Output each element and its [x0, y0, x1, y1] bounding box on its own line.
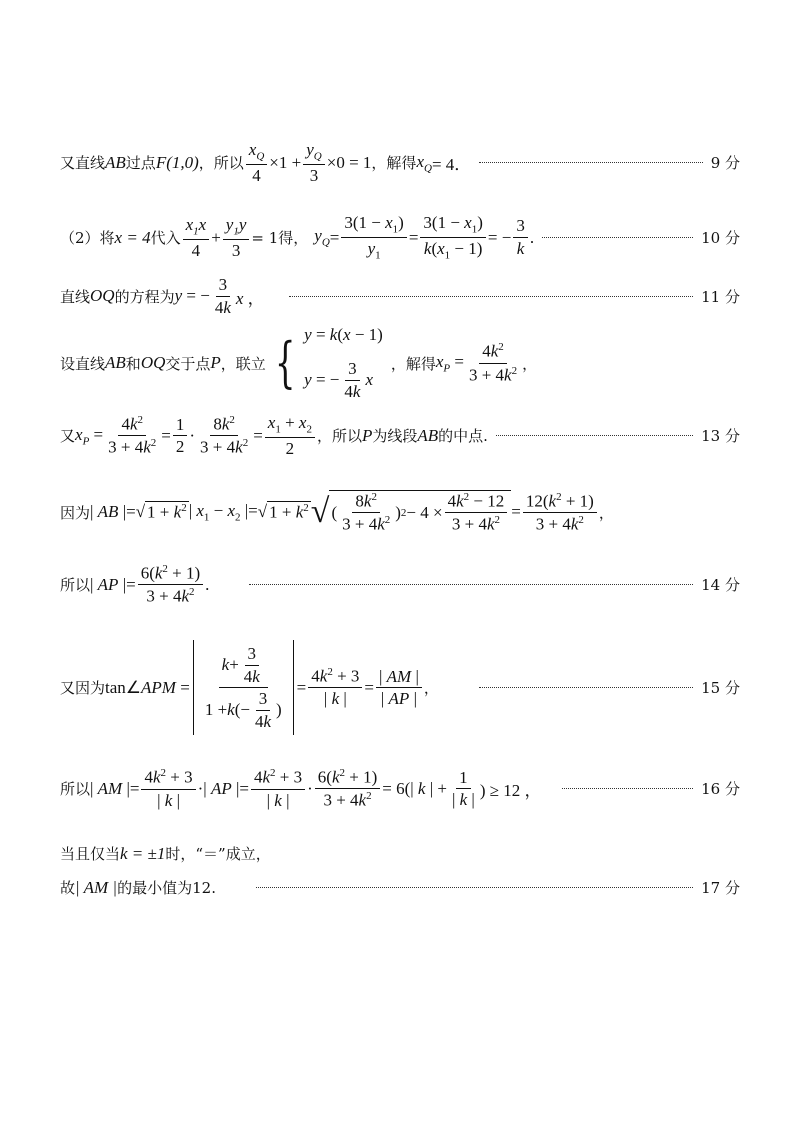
line-11 [60, 877, 740, 898]
text: 的最小值为12. [117, 879, 216, 897]
text: ， [423, 679, 439, 698]
math: | AB |= [90, 502, 136, 522]
fraction: $\frac{x_1x}{4}$ [183, 215, 210, 261]
fraction: $\frac{| AM |}{| AP |}$ [376, 667, 422, 709]
fraction: $\frac{x_Q}{4}$ [246, 140, 268, 186]
text: ，解得 [390, 354, 436, 373]
text: 所以 [60, 576, 91, 595]
math: . [205, 574, 210, 594]
line-8 [60, 640, 740, 735]
score: 16 分 [701, 780, 740, 799]
text: ， [522, 354, 538, 373]
fraction: $\frac{3(1 - x_1)}{k(x_1 - 1)}$ [420, 213, 485, 262]
fraction: $\frac{1}{| k |}$ [451, 767, 475, 810]
math: OQ [140, 353, 166, 373]
dotted-leader [562, 788, 694, 789]
math: tan∠APM = [105, 677, 190, 697]
math: x ， [235, 288, 265, 308]
fraction: $\frac{3(1 - x_1)}{y_1}$ [341, 213, 406, 262]
fraction: $\frac{6(k^2 + 1)}{3 + 4k^2}$ [138, 563, 203, 606]
text: = 1得， [251, 229, 309, 248]
fraction: $\frac{1}{2}$ [173, 415, 188, 457]
score: 15 分 [701, 679, 740, 698]
text: 的方程为 [114, 287, 175, 306]
score: 9 分 [710, 154, 740, 173]
fraction: $\frac{6(k^2 + 1)}{3 + 4k^2}$ [315, 767, 380, 810]
text: 当且仅当 [60, 845, 121, 863]
math: $x_P$ = [75, 424, 104, 447]
fraction: $\frac{4k^2 + 3}{| k |}$ [251, 767, 305, 810]
score: 14 分 [701, 576, 740, 595]
sqrt: √ $1 + k^2$ [135, 502, 187, 523]
math: $x_P$ = [435, 351, 464, 375]
math: = 4． [431, 155, 472, 175]
math: = [408, 227, 419, 247]
math: = [253, 425, 263, 445]
text: ，所以 [316, 427, 362, 446]
line-5 [60, 413, 740, 459]
math: P [210, 353, 221, 373]
math: ) ≥ 12 ， [479, 781, 542, 801]
brace: { [274, 331, 296, 395]
dotted-leader [249, 584, 693, 585]
text: 的中点. [438, 427, 488, 446]
fraction: $\frac{4k^2 + 3}{| k |}$ [308, 666, 362, 709]
dotted-leader [542, 237, 693, 238]
text: 过点 [125, 154, 156, 173]
math: ×1 + [269, 152, 302, 172]
text: ， [598, 503, 614, 522]
equation-system: y = k(x − 1) y = − $\frac{3}{4k}$ x [304, 325, 383, 401]
text: 交于点 [165, 354, 211, 373]
text: 因为 [60, 503, 91, 522]
math: AB [105, 152, 126, 172]
text: 所以 [60, 780, 91, 799]
math: k = ±1 [120, 843, 166, 863]
math: = [364, 677, 374, 697]
dotted-leader [479, 162, 702, 163]
fraction: $\frac{8k^2}{3 + 4k^2}$ [200, 414, 249, 457]
math: = [296, 677, 307, 697]
fraction: $\frac{3}{k}$ [513, 216, 528, 258]
math: · [189, 425, 196, 445]
text: 代入 [150, 229, 181, 248]
line-10 [60, 843, 740, 864]
sqrt: √ ( $\frac{8k^2}{3 + 4k^2}$ ) 2 − 4 × $\frac{4k^2 - 12}{3 + 4k^2}$ [311, 490, 511, 534]
line-1 [60, 140, 740, 186]
math: . [529, 227, 535, 247]
text: 又直线 [60, 154, 106, 173]
math: $y_Q$ [314, 226, 330, 249]
math: AB [105, 353, 126, 373]
dotted-leader [496, 435, 693, 436]
line-6 [60, 490, 740, 534]
text: ，解得 [371, 154, 417, 173]
dotted-leader [479, 687, 693, 688]
line-7 [60, 563, 740, 606]
text: 设直线 [60, 354, 106, 373]
math: $x_Q$ [416, 151, 432, 174]
fraction: $\frac{x_1 + x_2}{2}$ [265, 413, 315, 459]
math: = 6(| k | + [382, 778, 447, 798]
text: 故 [60, 879, 76, 897]
math: ·| AP |= [197, 778, 249, 798]
line-2 [60, 213, 740, 262]
math: ×0 = 1 [326, 152, 372, 172]
math: AB [417, 425, 439, 445]
math: · [307, 778, 313, 798]
math: y = − [174, 286, 210, 306]
fraction: $\frac{4k^2}{3 + 4k^2}$ [108, 414, 157, 457]
math: x = 4 [114, 227, 151, 247]
text: 和 [125, 354, 141, 373]
text: 直线 [60, 287, 91, 306]
math: | AM |= [90, 778, 140, 798]
fraction: $\frac{12(k^2 + 1)}{3 + 4k^2}$ [523, 491, 597, 534]
text: 时，“＝”成立， [165, 845, 271, 863]
math: | AP |= [90, 574, 136, 594]
math: = [511, 502, 521, 522]
math: + [211, 227, 221, 247]
text: ，所以 [198, 154, 244, 173]
text: 为线段 [372, 427, 418, 446]
math: = [161, 425, 171, 445]
score: 17 分 [701, 879, 740, 897]
text: （2）将 [60, 229, 115, 248]
dotted-leader [289, 296, 693, 297]
math: = − [487, 227, 512, 247]
line-3 [60, 275, 740, 317]
fraction: $\frac{y_Q}{3}$ [303, 140, 325, 186]
score: 13 分 [701, 427, 740, 446]
math: | AM | [75, 877, 118, 897]
math: P [361, 425, 373, 445]
fraction: $\frac{3}{4k}$ [214, 275, 231, 317]
sqrt: √ $1 + k^2$ [257, 502, 309, 523]
text: ，联立 [220, 354, 266, 373]
text: 又因为 [60, 679, 106, 698]
fraction: $\frac{4k^2}{3 + 4k^2}$ [468, 341, 518, 385]
fraction: $\frac{y_1y}{3}$ [223, 215, 250, 261]
math: | $x_1 - x_2$ |= [188, 501, 258, 524]
line-4 [60, 325, 740, 401]
math: F(1,0) [155, 152, 199, 172]
dotted-leader [256, 887, 693, 888]
text: 又 [60, 427, 76, 446]
absolute-value: k + $\frac{3}{4k}$ 1 + k (− $\frac{3}{4k}$ ) [193, 640, 294, 735]
math: = [329, 227, 340, 247]
score: 10 分 [701, 229, 740, 248]
line-9 [60, 767, 740, 810]
math: OQ [90, 286, 115, 306]
fraction: $\frac{4k^2 + 3}{| k |}$ [141, 767, 195, 810]
score: 11 分 [701, 287, 740, 306]
